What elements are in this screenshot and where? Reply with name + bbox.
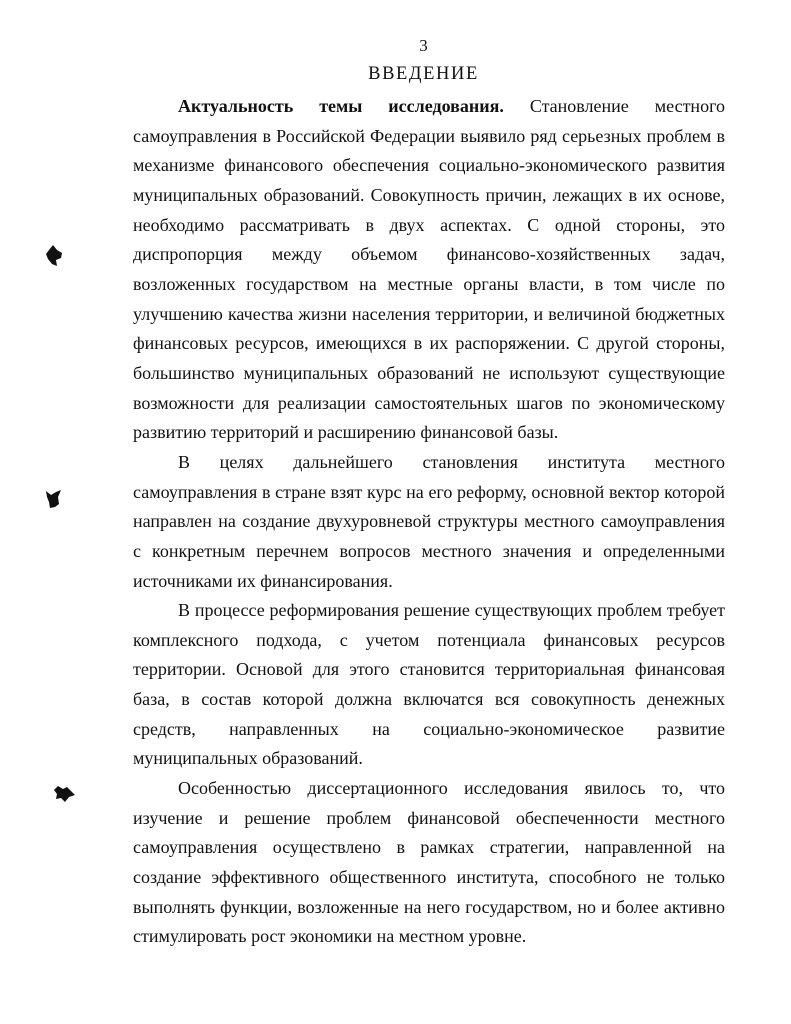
paragraph-text: В процессе реформирования решение существующих проблем требует комплексного подхода, с учетом потенциала финансовых ресурсов территории. Основой для этого становится территориальная финансовая база, в состав которой должна включатся вся совокупность денежных средств, направленных на социально-экономическое развитие муниципальных образований. xyxy=(133,600,725,769)
ink-blot-icon xyxy=(44,244,64,266)
paragraph xyxy=(133,774,725,952)
ink-blot-icon xyxy=(52,784,72,806)
paragraph-text: Особенностью диссертационного исследования явилось то, что изучение и решение проблем финансовой обеспеченности местного самоуправления осуществлено в рамках стратегии, направленной на создание эффективного общественного института, способного не только выполнять функции, возложенные на него государством, но и более активно стимулировать рост экономики на местном уровне. xyxy=(133,778,725,947)
paragraph xyxy=(133,92,725,448)
document-body xyxy=(133,92,725,952)
paragraph xyxy=(133,596,725,774)
paragraph-text: Становление местного самоуправления в Российской Федерации выявило ряд серьезных проблем в механизме финансового обеспечения социально-экономического развития муниципальных образований. Совокупность причин, лежащих в их основе, необходимо рассматривать в двух аспектах. С одной стороны, это диспропорция между объемом финансово-хозяйственных задач, возложенных государством на местные органы власти, в том числе по улучшению качества жизни населения территории, и величиной бюджетных финансовых ресурсов, имеющихся в их распоряжении. С другой стороны, большинство муниципальных образований не используют существующие возможности для реализации самостоятельных шагов по экономическому развитию территорий и расширению финансовой базы. xyxy=(133,96,725,443)
paragraph xyxy=(133,448,725,596)
page-title: ВВЕДЕНИЕ xyxy=(368,64,479,84)
paragraph-lead: Актуальность темы исследования. xyxy=(178,96,504,116)
paragraph-text: В целях дальнейшего становления института местного самоуправления в стране взят курс на его реформу, основной вектор которой направлен на создание двухуровневой структуры местного самоуправления с конкретным перечнем вопросов местного значения и определенными источниками их финансирования. xyxy=(133,451,725,591)
page-number: 3 xyxy=(419,36,428,55)
ink-blot-icon xyxy=(44,488,64,510)
